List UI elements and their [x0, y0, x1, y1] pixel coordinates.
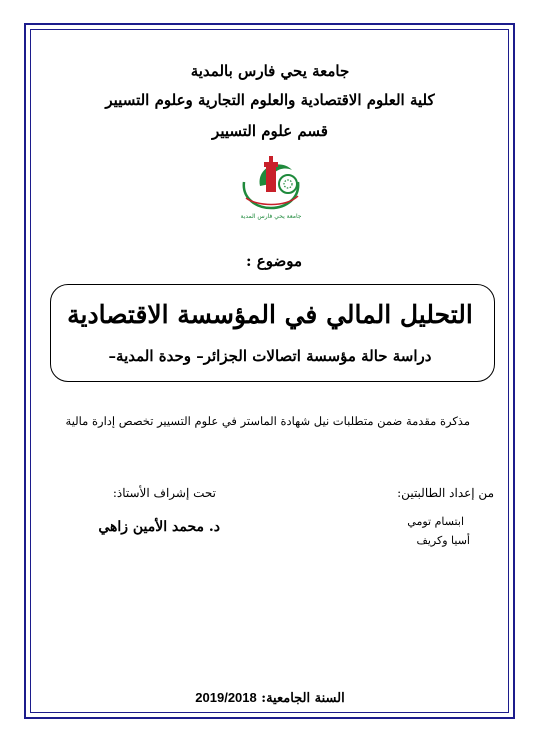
- academic-year: [0, 690, 540, 706]
- thesis-title: التحليل المالي في المؤسسة الاقتصادية: [67, 300, 473, 329]
- supervisor-label: تحت إشراف الأستاذ:: [112, 486, 216, 500]
- faculty-name: كلية العلوم الاقتصادية والعلوم التجارية وعلوم التسيير: [105, 91, 435, 109]
- subject-label: موضوع :: [246, 252, 302, 270]
- students-label: من إعداد الطالبتين:: [397, 486, 494, 500]
- case-study-title: دراسة حالة مؤسسة اتصالات الجزائر– وحدة المدية–: [108, 347, 432, 365]
- supervisor-name: د. محمد الأمين زاهي: [98, 519, 220, 535]
- academic-year-label: السنة الجامعية:: [261, 691, 345, 706]
- department-name: قسم علوم التسيير: [212, 122, 328, 140]
- title-box: [50, 284, 495, 382]
- logo-caption: جامعة يحي فارس المدية: [240, 213, 302, 220]
- academic-year-value: 2019/2018: [195, 690, 257, 705]
- university-name: جامعة يحي فارس بالمدية: [190, 62, 350, 80]
- student-name: أسيا وكريف: [416, 534, 470, 547]
- thesis-note: مذكرة مقدمة ضمن متطلبات نيل شهادة الماستر في علوم التسيير تخصص إدارة مالية: [65, 414, 470, 428]
- university-emblem-icon: [226, 150, 316, 222]
- student-name: ابتسام تومي: [407, 515, 464, 528]
